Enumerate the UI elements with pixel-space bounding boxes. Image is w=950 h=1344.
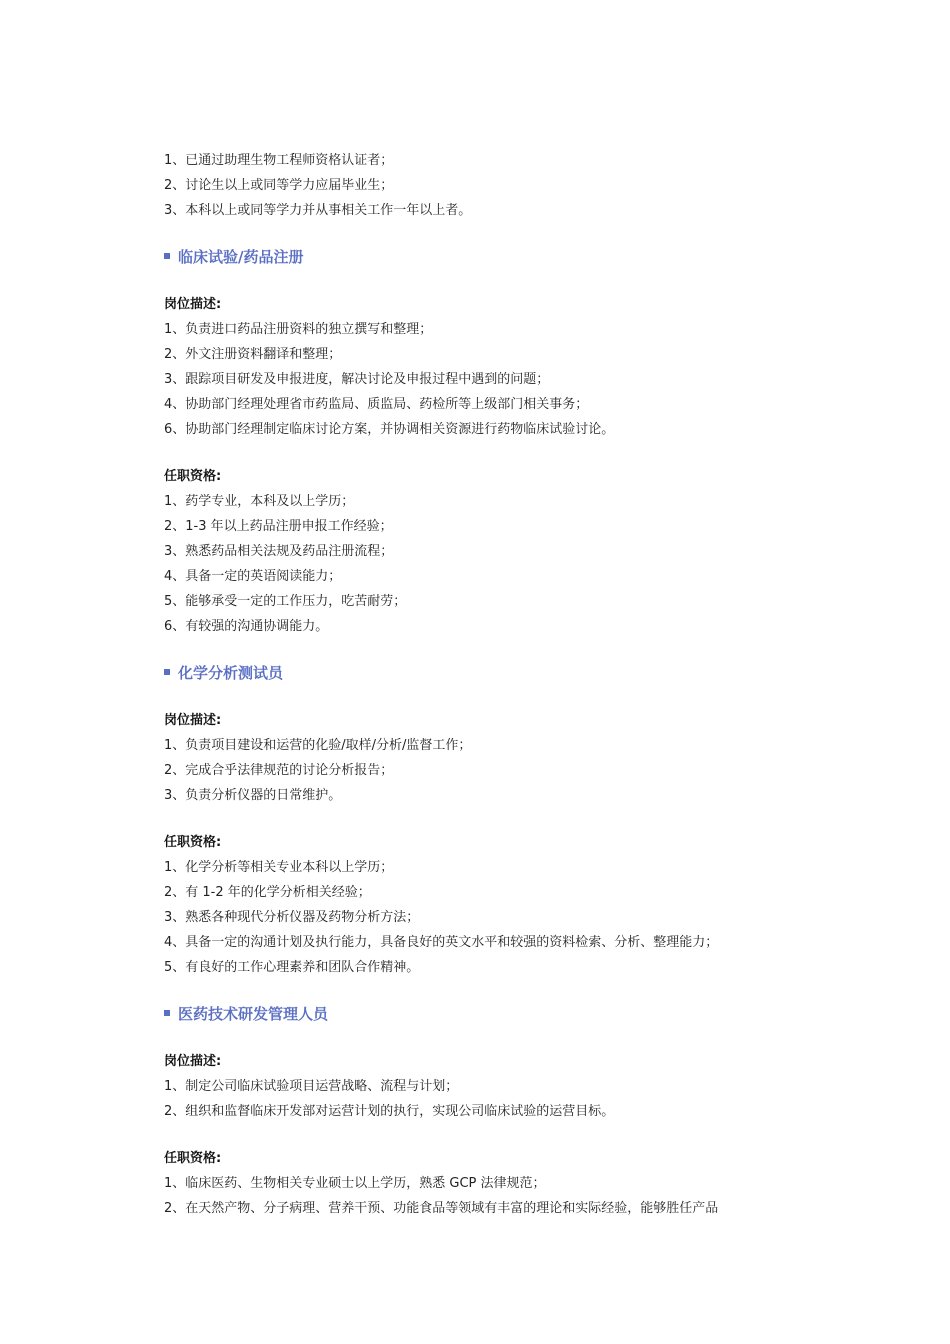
section-heading: [164, 1002, 824, 1027]
list-item: 3、熟悉药品相关法规及药品注册流程；: [164, 544, 394, 559]
list-item: 2、1-3 年以上药品注册申报工作经验；: [164, 519, 393, 534]
section-heading: [164, 245, 824, 270]
square-bullet-icon: [164, 669, 170, 675]
section-chemical-analyst: [164, 661, 824, 980]
intro-list: [164, 148, 824, 223]
section-title: 临床试验/药品注册: [178, 248, 304, 266]
list-item: 6、协助部门经理制定临床讨论方案，并协调相关资源进行药物临床试验讨论。: [164, 422, 615, 437]
list-item: 1、化学分析等相关专业本科以上学历；: [164, 860, 394, 875]
list-item: 3、本科以上或同等学力并从事相关工作一年以上者。: [164, 203, 472, 218]
list-item: 4、具备一定的英语阅读能力；: [164, 569, 342, 584]
job-description-label: 岗位描述:: [164, 1054, 222, 1069]
list-item: 5、有良好的工作心理素养和团队合作精神。: [164, 960, 420, 975]
list-item: 6、有较强的沟通协调能力。: [164, 619, 329, 634]
list-item: 5、能够承受一定的工作压力，吃苦耐劳；: [164, 594, 407, 609]
job-description-label: 岗位描述:: [164, 713, 222, 728]
qualifications-label: 任职资格:: [164, 469, 222, 484]
list-item: 3、熟悉各种现代分析仪器及药物分析方法；: [164, 910, 420, 925]
section-heading: [164, 661, 824, 686]
list-item: 1、临床医药、生物相关专业硕士以上学历，熟悉 GCP 法律规范；: [164, 1176, 546, 1191]
list-item: 2、有 1-2 年的化学分析相关经验；: [164, 885, 371, 900]
list-item: 2、完成合乎法律规范的讨论分析报告；: [164, 763, 394, 778]
list-item: 2、外文注册资料翻译和整理；: [164, 347, 342, 362]
section-title: 化学分析测试员: [178, 664, 284, 682]
section-clinical-trial: [164, 245, 824, 639]
list-item: 1、制定公司临床试验项目运营战略、流程与计划；: [164, 1079, 459, 1094]
qualifications-label: 任职资格:: [164, 1151, 222, 1166]
list-item: 3、负责分析仪器的日常维护。: [164, 788, 342, 803]
list-item: 1、负责进口药品注册资料的独立撰写和整理；: [164, 322, 433, 337]
list-item: 2、在天然产物、分子病理、营养干预、功能食品等领域有丰富的理论和实际经验，能够胜任产品: [164, 1201, 719, 1216]
list-item: 4、具备一定的沟通计划及执行能力，具备良好的英文水平和较强的资料检索、分析、整理能力；: [164, 935, 719, 950]
document-page: [164, 148, 824, 1221]
list-item: 3、跟踪项目研发及申报进度，解决讨论及申报过程中遇到的问题；: [164, 372, 550, 387]
section-title: 医药技术研发管理人员: [178, 1005, 329, 1023]
list-item: 1、药学专业，本科及以上学历；: [164, 494, 355, 509]
list-item: 1、已通过助理生物工程师资格认证者；: [164, 153, 394, 168]
section-rd-manager: [164, 1002, 824, 1221]
list-item: 2、组织和监督临床开发部对运营计划的执行，实现公司临床试验的运营目标。: [164, 1104, 615, 1119]
square-bullet-icon: [164, 1010, 170, 1016]
job-description-label: 岗位描述:: [164, 297, 222, 312]
square-bullet-icon: [164, 253, 170, 259]
list-item: 2、讨论生以上或同等学力应届毕业生；: [164, 178, 394, 193]
qualifications-label: 任职资格:: [164, 835, 222, 850]
list-item: 1、负责项目建设和运营的化验/取样/分析/监督工作；: [164, 738, 472, 753]
list-item: 4、协助部门经理处理省市药监局、质监局、药检所等上级部门相关事务；: [164, 397, 589, 412]
